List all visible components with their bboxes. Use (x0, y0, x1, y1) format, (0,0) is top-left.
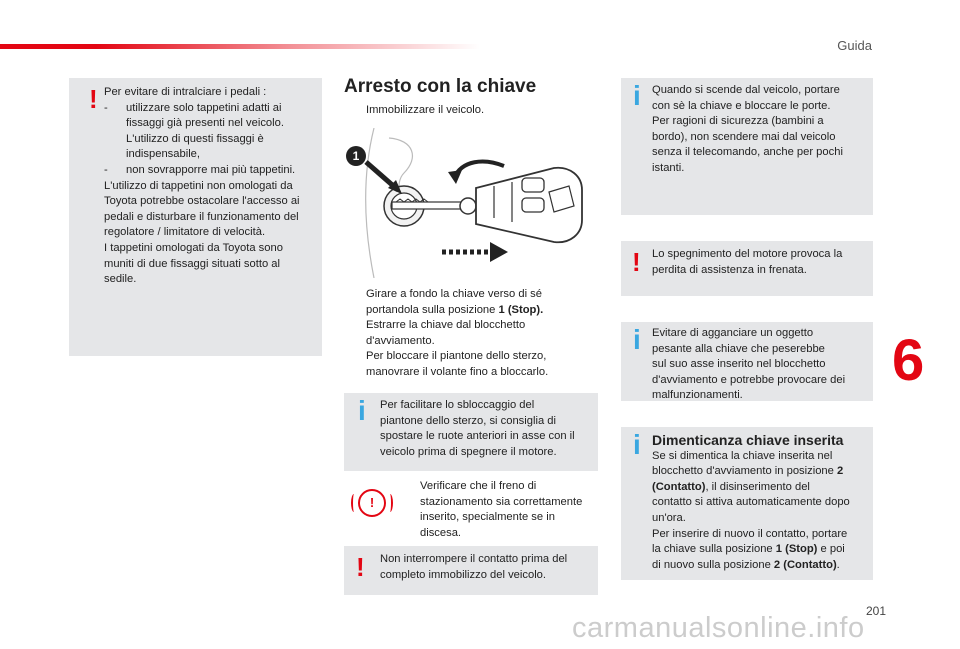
box-line: utilizzare solo tappetini adatti ai (126, 101, 282, 114)
step-text: d'avviamento. (366, 334, 435, 347)
box-line: senza il telecomando, anche per pochi (652, 146, 843, 159)
box-line: completo immobilizzo del veicolo. (380, 568, 547, 581)
pedals-warning-box (69, 78, 322, 356)
step-text: portandola sulla posizione (366, 303, 499, 316)
key-ignition-illustration (344, 128, 594, 278)
dash: - (104, 101, 108, 114)
ignition-warning-box (344, 546, 598, 595)
page-number: 201 (865, 604, 886, 618)
bold-text: 2 (Contatto) (773, 558, 837, 571)
page-title: Arresto con la chiave (344, 76, 537, 97)
forgotten-key-info-box (621, 427, 873, 580)
box-line: perdita di assistenza in frenata. (652, 263, 807, 276)
box-line: Per evitare di intralciare i pedali : (104, 86, 267, 98)
info-icon: i (633, 324, 641, 355)
box-line: Se si dimentica la chiave inserita nel (652, 449, 833, 462)
bold-text: 2 (836, 465, 844, 478)
box-line: Non interrompere il contatto prima del (380, 553, 568, 565)
box-line: sedile. (104, 273, 137, 286)
step-immobilize (344, 103, 594, 119)
box-line: e poi (817, 543, 845, 556)
section-label: Guida (837, 38, 872, 53)
box-line: . (836, 558, 840, 571)
box-line: Per ragioni di sicurezza (bambini a (652, 115, 824, 128)
box-line: blocchetto d'avviamento in posizione (652, 465, 837, 478)
figure-callout-1: 1 (352, 149, 360, 163)
box-line: un'ora. (652, 511, 686, 524)
engine-off-warning-box (621, 241, 873, 296)
brake-warning-icon: ! (358, 489, 386, 517)
step-text: Immobilizzare il veicolo. (366, 104, 485, 116)
box-line: stazionamento sia correttamente (420, 495, 583, 508)
box-line: , il disinserimento del (705, 480, 810, 493)
box-line: di nuovo sulla posizione (652, 558, 774, 571)
box-line: muniti di due fissaggi situati sotto al (104, 257, 280, 270)
box-line: pesante alla chiave che peserebbe (652, 342, 825, 355)
box-line: Verificare che il freno di (420, 480, 537, 492)
watermark: carmanualsonline.info (572, 612, 865, 644)
header-red-bar (0, 44, 480, 49)
box-line: la chiave sulla posizione (652, 543, 776, 556)
step-text: manovrare il volante fino a bloccarlo. (366, 365, 549, 378)
box-line: Toyota potrebbe ostacolare l'accesso ai (104, 195, 300, 208)
box-line: indispensabile, (126, 148, 201, 161)
step-text: Estrarre la chiave dal blocchetto (366, 319, 526, 332)
box-line: Quando si scende dal veicolo, portare (652, 84, 840, 96)
box-line: piantone dello sterzo, si consiglia di (380, 414, 556, 427)
leave-vehicle-info-box (621, 78, 873, 215)
warning-icon: ! (356, 552, 365, 582)
box-line: veicolo prima di spegnere il motore. (380, 445, 557, 458)
steps-list (344, 287, 599, 381)
parking-brake-box (344, 473, 598, 546)
box-line: Evitare di agganciare un oggetto (652, 327, 814, 339)
box-line: Lo spegnimento del motore provoca la (652, 248, 843, 260)
box-line: d'avviamento e potrebbe provocare dei (652, 373, 846, 386)
bold-text: 1 (Stop) (775, 543, 818, 556)
warning-icon: ! (632, 247, 641, 277)
box-line: malfunzionamenti. (652, 389, 743, 402)
box-line: inserito, specialmente se in (420, 511, 555, 524)
warning-icon: ! (89, 84, 98, 114)
forgotten-key-title: Dimenticanza chiave inserita (652, 432, 844, 448)
box-line: bordo), non scendere mai dal veicolo (652, 130, 836, 143)
info-icon: i (633, 429, 641, 460)
box-line: Per facilitare lo sbloccaggio del (380, 399, 535, 411)
box-line: spostare le ruote anteriori in asse con il (380, 430, 575, 443)
box-line: fissaggi già presenti nel veicolo. (126, 117, 284, 130)
box-line: regolatore / limitatore di velocità. (104, 226, 266, 239)
box-line: sul suo asse inserito nel blocchetto (652, 358, 826, 371)
box-line: con sè la chiave e bloccare le porte. (652, 99, 831, 112)
box-line: pedali e disturbare il funzionamento del (104, 210, 299, 223)
box-line: non sovrapporre mai più tappetini. (126, 163, 296, 176)
box-line: contatto si attiva automaticamente dopo (652, 496, 850, 509)
step-text-bold: 1 (Stop). (498, 303, 544, 316)
bold-text: (Contatto) (652, 480, 706, 493)
info-icon: i (633, 80, 641, 111)
box-line: discesa. (420, 526, 462, 539)
box-line: I tappetini omologati da Toyota sono (104, 241, 283, 254)
heavy-object-info-box (621, 322, 873, 401)
dash: - (104, 163, 108, 176)
info-icon: i (358, 395, 366, 426)
box-line: istanti. (652, 161, 685, 174)
box-line: L'utilizzo di tappetini non omologati da (104, 179, 293, 192)
step-text: Girare a fondo la chiave verso di sé (366, 288, 542, 300)
box-line: Per inserire di nuovo il contatto, portare (652, 527, 848, 540)
chapter-number: 6 (892, 328, 925, 393)
step-text: Per bloccare il piantone dello sterzo, (366, 350, 547, 363)
steering-info-box (344, 393, 598, 471)
box-line: L'utilizzo di questi fissaggi è (126, 132, 264, 145)
